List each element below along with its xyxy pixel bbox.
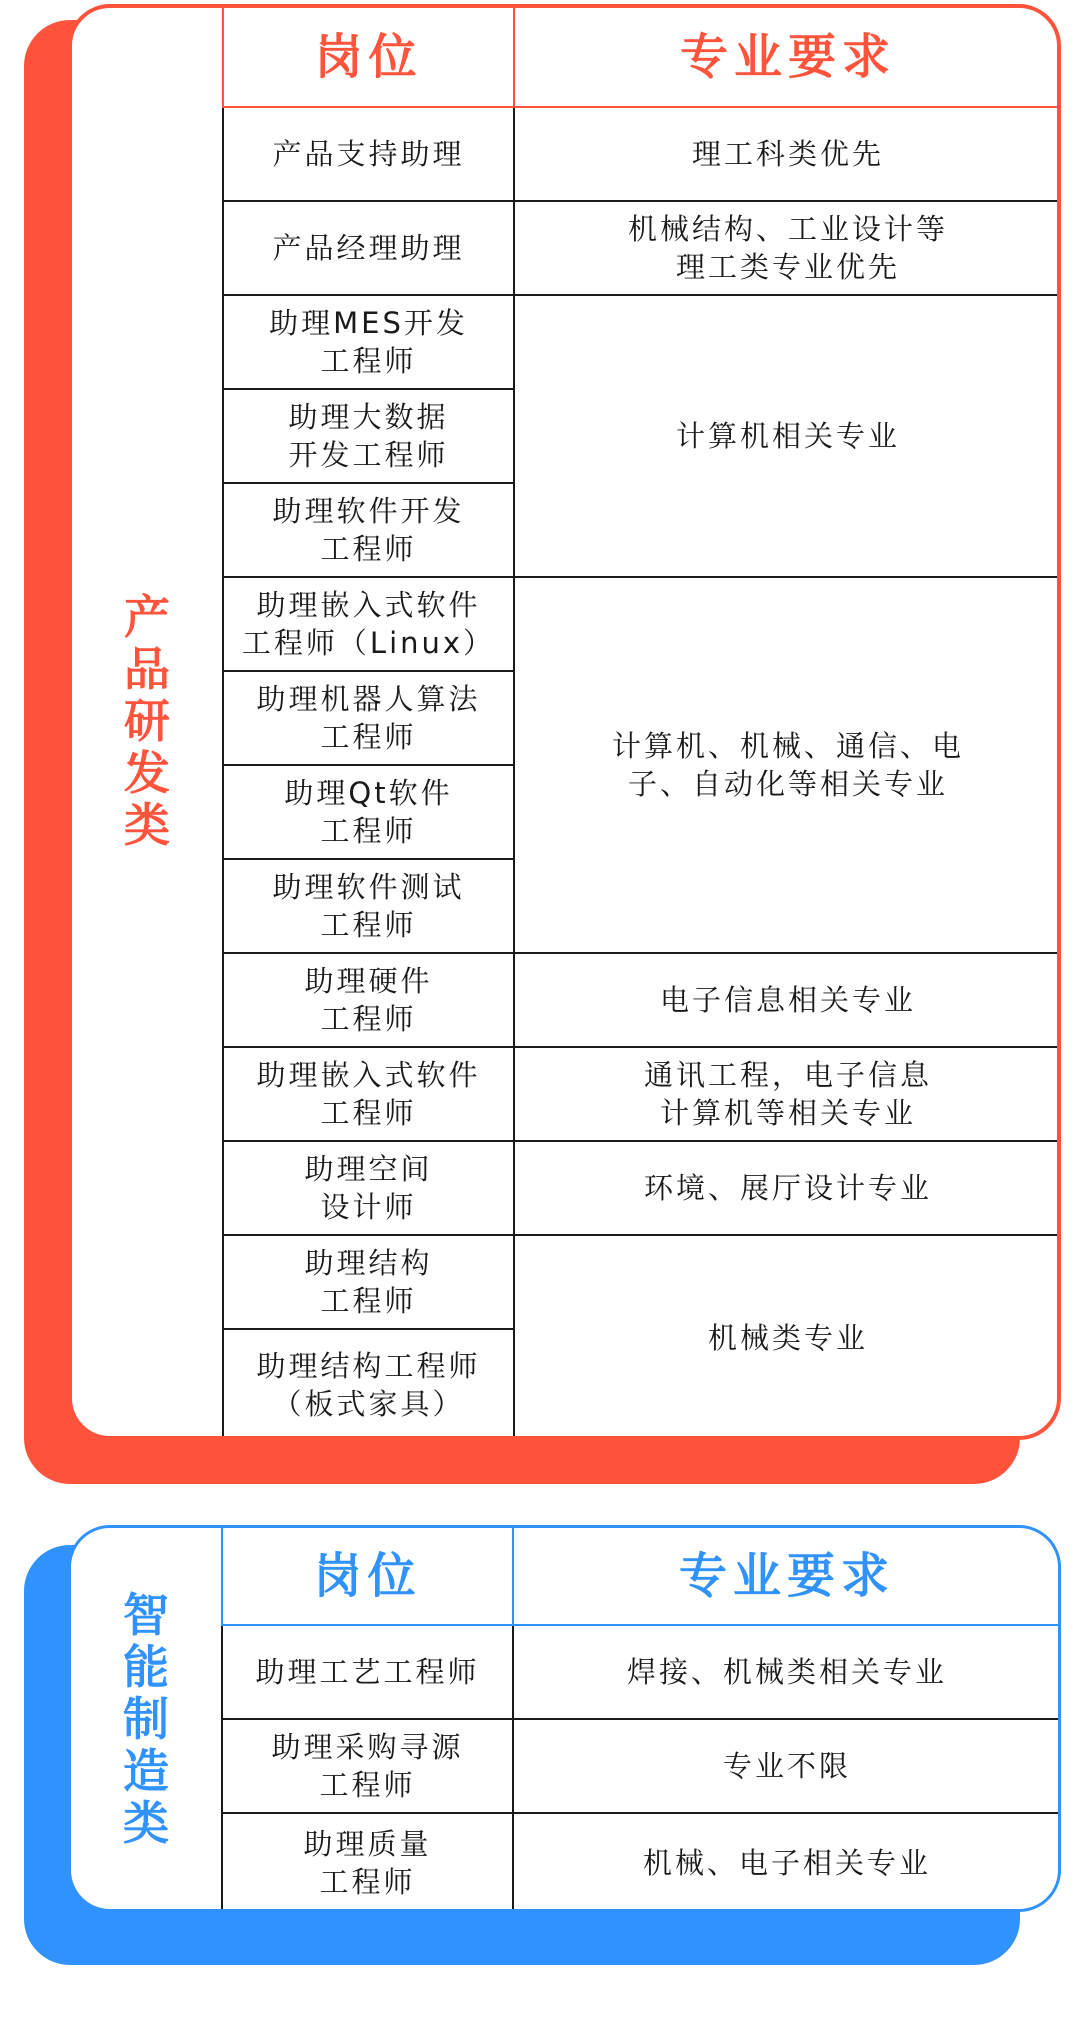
table-row-requirement: 理工科类优先 <box>515 108 1061 202</box>
table-row-position: 助理空间 设计师 <box>222 1142 515 1236</box>
section-smart-manufacturing <box>0 1525 1080 1965</box>
table-row-position: 助理结构 工程师 <box>222 1236 515 1330</box>
table-row-requirement: 通讯工程，电子信息 计算机等相关专业 <box>515 1048 1061 1142</box>
category-char: 智 <box>123 1587 169 1642</box>
category-char: 研 <box>124 694 170 748</box>
category-char: 类 <box>124 798 170 852</box>
table-row-position: 助理大数据 开发工程师 <box>222 390 515 484</box>
category-char: 产 <box>124 590 170 644</box>
header-requirement: 专业要求 <box>514 1528 1060 1626</box>
table-row-requirement: 机械结构、工业设计等 理工类专业优先 <box>515 202 1061 296</box>
table-row-position: 助理软件开发 工程师 <box>222 484 515 578</box>
table-row-position: 助理硬件 工程师 <box>222 954 515 1048</box>
header-requirement: 专业要求 <box>515 8 1061 108</box>
header-position: 岗位 <box>222 8 515 108</box>
table-row-requirement: 计算机、机械、通信、电 子、自动化等相关专业 <box>515 578 1061 954</box>
table-card <box>68 1525 1061 1912</box>
table-row-position: 助理质量 工程师 <box>221 1814 514 1912</box>
table-row-requirement: 专业不限 <box>514 1720 1060 1814</box>
category-char: 发 <box>124 746 170 800</box>
table-row-position: 助理MES开发 工程师 <box>222 296 515 390</box>
category-char: 能 <box>123 1639 169 1694</box>
table-row-position: 助理结构工程师 （板式家具） <box>222 1330 515 1440</box>
table-row-requirement: 计算机相关专业 <box>515 296 1061 578</box>
table-row-requirement: 机械类专业 <box>707 1321 868 1355</box>
category-label <box>72 8 222 1434</box>
category-char: 制 <box>123 1691 169 1746</box>
table-row-position: 助理采购寻源 工程师 <box>221 1720 514 1814</box>
category-char: 造 <box>123 1743 169 1798</box>
table-row-requirement: 机械、电子相关专业 <box>642 1846 931 1880</box>
category-label <box>71 1528 221 1909</box>
table-row-position: 助理嵌入式软件 工程师 <box>222 1048 515 1142</box>
table-row-position: 助理嵌入式软件 工程师（Linux） <box>222 578 515 672</box>
table-row-requirement: 电子信息相关专业 <box>515 954 1061 1048</box>
table-row-position: 助理工艺工程师 <box>221 1626 514 1720</box>
table-row-position: 助理Qt软件 工程师 <box>222 766 515 860</box>
table-row-requirement: 焊接、机械类相关专业 <box>514 1626 1060 1720</box>
category-char: 类 <box>123 1795 169 1850</box>
table-row-position: 产品经理助理 <box>222 202 515 296</box>
table-row-requirement: 环境、展厅设计专业 <box>515 1142 1061 1236</box>
category-char: 品 <box>124 642 170 696</box>
table-row-position: 助理软件测试 工程师 <box>222 860 515 954</box>
table-card <box>68 4 1061 1440</box>
header-position: 岗位 <box>221 1528 514 1626</box>
table-row-position: 产品支持助理 <box>222 108 515 202</box>
table-row-position: 助理机器人算法 工程师 <box>222 672 515 766</box>
